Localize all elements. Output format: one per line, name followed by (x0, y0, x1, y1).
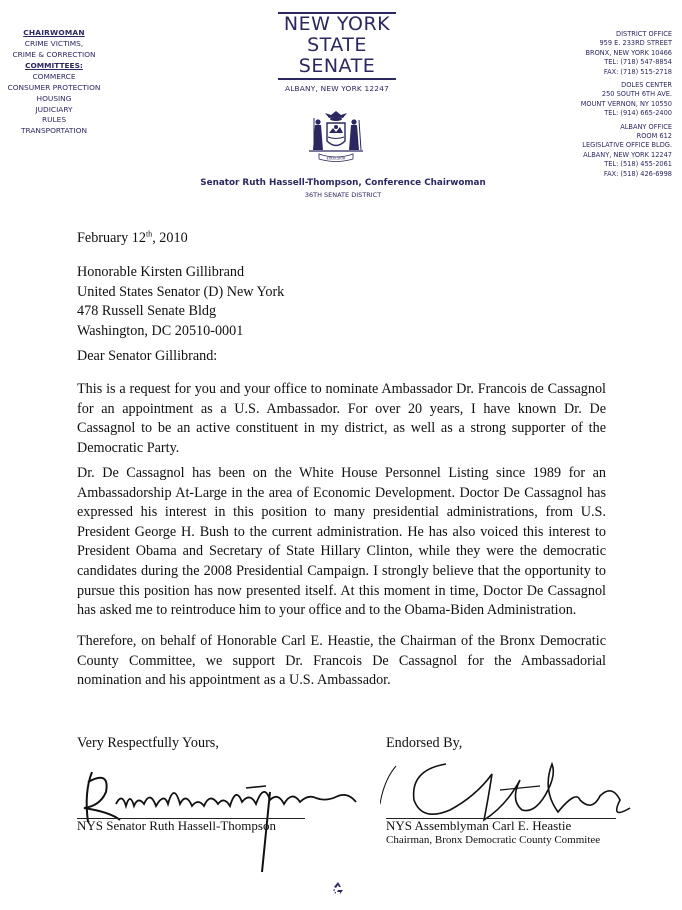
committees-heading: COMMITTEES: (25, 61, 83, 71)
senator-title-line: Senator Ruth Hassell-Thompson, Conference Chairwoman (200, 178, 486, 188)
svg-text:EXCELSIOR: EXCELSIOR (326, 156, 346, 161)
masthead-line-2: STATE (307, 34, 367, 56)
office-line: TEL: (518) 455-2061 (604, 160, 672, 169)
masthead-city: ALBANY, NEW YORK 12247 (284, 84, 390, 93)
office-line: BRONX, NEW YORK 10466 (585, 48, 672, 57)
date-year: , 2010 (152, 230, 188, 246)
endorsed-by: Endorsed By, (386, 735, 463, 751)
signer-name-2: NYS Assemblyman Carl E. Heastie (386, 818, 572, 833)
chair-line: CRIME & CORRECTION (12, 49, 96, 59)
paragraph-3: Therefore, on behalf of Honorable Carl E. Heastie, the Chairman of the Bronx Democratic County Committee, we support Dr. Francois De Cassagnol for the Ambassadorial nomination and his appointment as a U.S. Ambassador. (77, 633, 606, 689)
date-suffix: th (145, 229, 153, 239)
date-month-day: February 12 (77, 230, 146, 246)
district-office-block (532, 30, 672, 77)
office-line: LEGISLATIVE OFFICE BLDG. (582, 141, 672, 150)
recipient-address (77, 263, 606, 341)
committee-item: TRANSPORTATION (21, 126, 87, 136)
albany-office-block (532, 123, 672, 179)
senate-masthead (272, 12, 402, 93)
state-seal-icon (303, 108, 369, 164)
committee-item: RULES (41, 115, 67, 125)
office-line: DISTRICT OFFICE (616, 30, 672, 38)
office-line: DOLES CENTER (621, 81, 672, 90)
doles-center-block (532, 81, 672, 119)
office-line: FAX: (518) 426-6998 (603, 169, 672, 178)
office-line: 959 E. 233RD STREET (599, 39, 672, 48)
recycle-icon (330, 880, 346, 896)
office-line: FAX: (718) 515-2718 (603, 67, 672, 76)
office-line: TEL: (718) 547-8854 (604, 58, 672, 67)
office-line: ALBANY OFFICE (620, 122, 672, 131)
masthead-rule (278, 78, 396, 80)
address-line: Washington, DC 20510-0001 (77, 322, 244, 339)
salutation: Dear Senator Gillibrand: (77, 348, 218, 364)
masthead-line-1: NEW YORK (283, 13, 391, 35)
office-line: ROOM 612 (636, 132, 672, 141)
masthead-line-3: SENATE (298, 55, 376, 77)
letter-date (77, 229, 606, 249)
district-line: 36TH SENATE DISTRICT (304, 191, 382, 199)
committee-item: JUDICIARY (35, 104, 73, 114)
office-line: TEL: (914) 665-2400 (604, 109, 672, 118)
office-addresses (532, 30, 672, 183)
chair-line: CRIME VICTIMS, (24, 38, 84, 48)
signer-title-2: Chairman, Bronx Democratic County Commitee (386, 834, 601, 846)
office-line: ALBANY, NEW YORK 12247 (583, 150, 672, 159)
office-line: MOUNT VERNON, NY 10550 (580, 99, 672, 108)
signer-name-1: NYS Senator Ruth Hassell-Thompson (77, 818, 276, 833)
committee-item: COMMERCE (32, 72, 76, 82)
office-line: 250 SOUTH 6TH AVE. (601, 90, 672, 99)
closing: Very Respectfully Yours, (77, 735, 219, 751)
committee-item: CONSUMER PROTECTION (7, 82, 101, 92)
paragraph-2: Dr. De Cassagnol has been on the White House Personnel Listing since 1989 for an Ambassadorship At-Large in the area of Economic Development. Doctor De Cassagnol has expressed his interest in this position to many presidential administrations, from U.S. President George H. Bush to the current administration. He has also voiced this interest to President Obama and Secretary of State Hillary Clinton, while they were the democratic candidates during the 2008 Presidential Campaign. I strongly believe that the opportunity to pursue this position has now presented itself. At this moment in time, Doctor De Cassagnol has asked me to reintroduce him to your office and to the Obama-Biden Administration. (77, 465, 606, 619)
committee-item: HOUSING (36, 93, 72, 103)
address-line: United States Senator (D) New York (77, 283, 285, 300)
committee-column (6, 28, 102, 137)
address-line: 478 Russell Senate Bldg (77, 303, 217, 320)
address-line: Honorable Kirsten Gillibrand (77, 264, 245, 280)
chair-heading: CHAIRWOMAN (23, 28, 85, 37)
paragraph-1: This is a request for you and your office to nominate Ambassador Dr. Francois de Cassagnol for an appointment as a U.S. Ambassador. For over 20 years, I have known Dr. De Cassagnol to be an active constituent in my district, as well as a strong supporter of the Democratic Party. (77, 381, 606, 456)
